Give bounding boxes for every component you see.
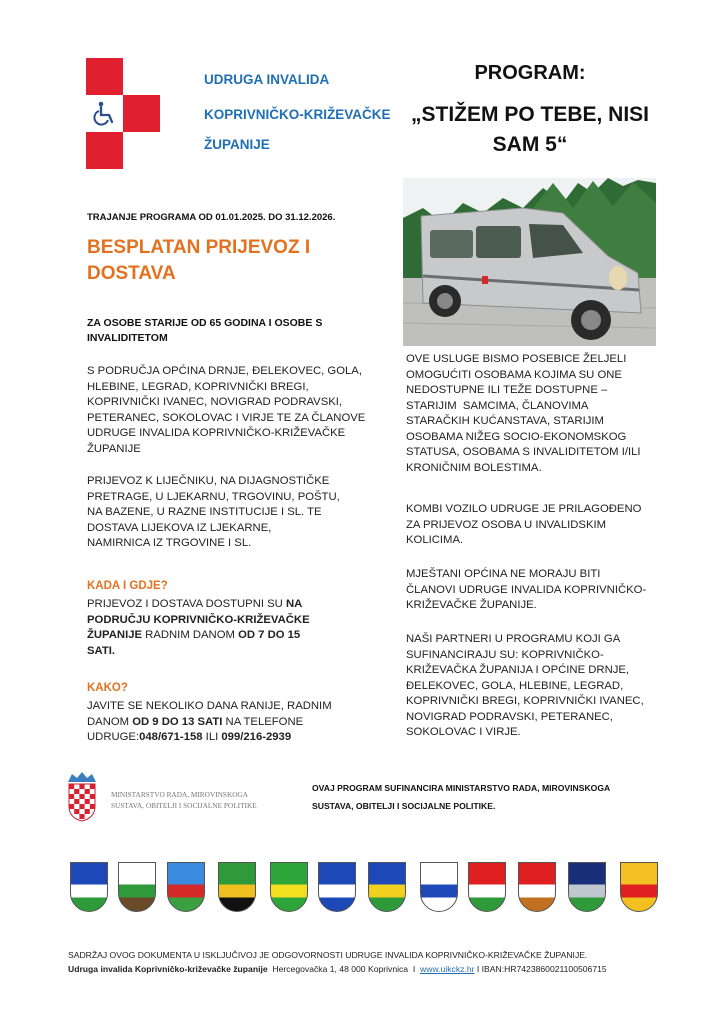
disclaimer: SADRŽAJ OVOG DOKUMENTA U ISKLJUČIVOJ JE ODGOVORNOSTI UDRUGE INVALIDA KOPRIVNIČKO-KRIŽEVAČKE ŽUPANIJE.: [68, 950, 588, 960]
services-line: PRIJEVOZ K LIJEČNIKU, NA DIJAGNOSTIČKE: [87, 475, 330, 487]
how-text: JAVITE SE NEKOLIKO DANA RANIJE, RADNIM DANOM OD 9 DO 13 SATI NA TELEFONE UDRUGE:048/671-158 ILI 099/216-2939: [87, 700, 332, 743]
coat-of-arms-1-icon: [70, 862, 108, 912]
van-illustration: [403, 178, 656, 346]
services-line: PRETRAGE, U LJEKARNU, TRGOVINU, POŠTU,: [87, 490, 340, 503]
coat-of-arms-2-icon: [118, 862, 156, 912]
membership-note: MJEŠTANI OPĆINA NE MORAJU BITI ČLANOVI UDRUGE INVALIDA KOPRIVNIČKO- KRIŽEVAČKE ŽUPANIJE.: [406, 568, 647, 611]
when-text: PRIJEVOZ I DOSTAVA DOSTUPNI SU NA PODRUČJU KOPRIVNIČKO-KRIŽEVAČKE ŽUPANIJE RADNIM DANOM OD 7 DO 15 SATI.: [87, 598, 310, 657]
coat-of-arms-12-icon: [620, 862, 658, 912]
program-title-line-2: SAM 5“: [492, 133, 568, 156]
ministry-name: MINISTARSTVO RADA, MIROVINSKOGA SUSTAVA, OBITELJI I SOCIJALNE POLITIKE: [111, 790, 257, 810]
coat-of-arms-8-icon: [420, 862, 458, 912]
area-line: UDRUGE INVALIDA KOPRIVNIČKO-KRIŽEVAČKE: [87, 427, 346, 439]
services-line: NAMIRNICA IZ TRGOVINE I SL.: [87, 537, 252, 549]
coat-of-arms-11-icon: [568, 862, 606, 912]
services-list: [87, 474, 340, 552]
partners-list: NAŠI PARTNERI U PROGRAMU KOJI GA SUFINANCIRAJU SU: KOPRIVNIČKO- KRIŽEVAČKA ŽUPANIJA I OPĆINE DRNJE, ĐELEKOVEC, GOLA, HLEBINE, LEGRAD, KOPRIVNIČKI BREGI, KOPRIVNIČKI IVANEC, NOVIGRAD PODRAVSKI, PETERANEC, SOKOLOVAC I VIRJE.: [406, 633, 644, 738]
headline-line-1: BESPLATAN PRIJEVOZ I: [87, 237, 311, 258]
how-heading: KAKO?: [87, 682, 128, 694]
area-line: S PODRUČJA OPĆINA DRNJE, ĐELEKOVEC, GOLA,: [87, 365, 362, 377]
program-label: PROGRAM:: [474, 62, 586, 84]
target-description: OVE USLUGE BISMO POSEBICE ŽELJELI OMOGUĆITI OSOBAMA KOJIMA SU ONE NEDOSTUPNE ILI TEŽE DOSTUPNE – STARIJIM SAMCIMA, ČLANOVIMA STARAČKIH KUĆANSTAVA, STARIJIM OSOBAMA NIŽEG SOCIO-EKONOMSKOG STATUSA, OSOBAMA S INVALIDITETOM I/ILI KRONIČNIM BOLESTIMA.: [406, 353, 641, 474]
coat-of-arms-6-icon: [318, 862, 356, 912]
area-line: KOPRIVNIČKI IVANEC, NOVIGRAD PODRAVSKI,: [87, 396, 343, 408]
footer-contact: Udruga invalida Koprivničko-križevačke županije Hercegovačka 1, 48 000 Koprivnica I www.uikckz.hr I IBAN:HR7423860021100506715: [68, 964, 607, 974]
services-line: DOSTAVA LIJEKOVA IZ LJEKARNE,: [87, 521, 272, 534]
wheelchair-icon: [92, 101, 118, 127]
service-area: [87, 364, 365, 457]
org-name-line-1: UDRUGA INVALIDA: [204, 72, 330, 87]
headline: [87, 235, 310, 287]
vehicle-description: KOMBI VOZILO UDRUGE JE PRILAGOĐENO ZA PRIJEVOZ OSOBA U INVALIDSKIM KOLICIMA.: [406, 503, 642, 546]
when-heading: KADA I GDJE?: [87, 580, 168, 592]
program-title-line-1: „STIŽEM PO TEBE, NISI: [410, 103, 650, 126]
area-line: ŽUPANIJE: [87, 442, 141, 455]
coat-of-arms-10-icon: [518, 862, 556, 912]
target-group: [87, 316, 322, 346]
org-name-line-2: KOPRIVNIČKO-KRIŽEVAČKE: [204, 107, 391, 122]
headline-line-2: DOSTAVA: [87, 263, 176, 284]
van-photo: [403, 178, 656, 346]
org-name-line-3: ŽUPANIJE: [204, 137, 270, 152]
program-title: [400, 100, 660, 160]
funding-statement: OVAJ PROGRAM SUFINANCIRA MINISTARSTVO RADA, MIROVINSKOGA SUSTAVA, OBITELJI I SOCIJALNE POLITIKE.: [312, 783, 611, 811]
program-duration: TRAJANJE PROGRAMA OD 01.01.2025. DO 31.12.2026.: [87, 212, 336, 223]
phone-1[interactable]: 048/671-158: [139, 731, 203, 743]
phone-2[interactable]: 099/216-2939: [221, 731, 292, 743]
association-logo: [86, 58, 160, 169]
area-line: HLEBINE, LEGRAD, KOPRIVNIČKI BREGI,: [87, 380, 309, 393]
area-line: PETERANEC, SOKOLOVAC I VIRJE TE ZA ČLANOVE: [87, 411, 366, 424]
coat-of-arms-9-icon: [468, 862, 506, 912]
coat-of-arms-7-icon: [368, 862, 406, 912]
coat-of-arms-3-icon: [167, 862, 205, 912]
services-line: NA BAZENE, U RAZNE INSTITUCIJE I SL. TE: [87, 506, 322, 518]
target-line: ZA OSOBE STARIJE OD 65 GODINA I OSOBE S: [87, 317, 323, 329]
website-link[interactable]: www.uikckz.hr: [420, 964, 475, 974]
croatian-coat-of-arms: [66, 770, 98, 822]
coat-of-arms-5-icon: [270, 862, 308, 912]
coat-of-arms-4-icon: [218, 862, 256, 912]
target-line: INVALIDITETOM: [87, 332, 168, 344]
